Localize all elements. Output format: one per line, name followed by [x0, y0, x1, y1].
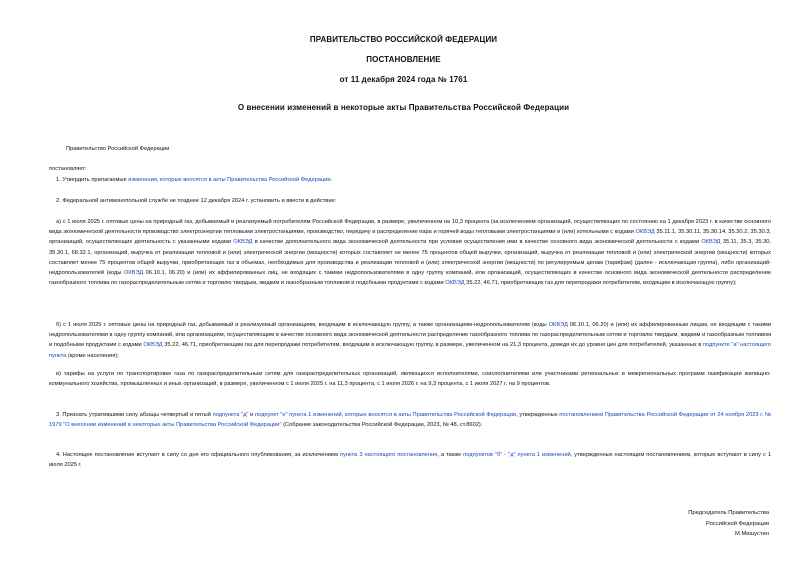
signature-org: Российской Федерации	[705, 520, 769, 527]
paragraph-3-text-4: (Собрание законодательства Российской Федерации, 2023, № 48, ст.8602).	[281, 422, 483, 429]
paragraph-2b-text-2: 06.10.1, 06.20) и (или) их аффилированным лицам, не входящим с такими недропользователями в одну группу компаний, или организациям, осуществляющим в качестве основного вида экономической деятельности распределение газообразного топлива по газораспределительным сетям и торговлю твердым, жидким и газообразным топливом и подобными продуктами с кодами	[49, 322, 771, 349]
paragraph-2b-text-3: 35.22, 46.71, приобретающим газ для перепродажи потребителям, входящим в исключающую группу, в размере, увеличенном на 21,3 процента, доведя их до уровня цен для потребителей, указанных в	[162, 342, 703, 349]
link-resolution-1979[interactable]: постановлением Правительства Российской Федерации от 24 ноября 2023 г. № 1979 "О внесении изменений в некоторые акты Правительства Российской Федерации"	[49, 412, 771, 429]
document-title: О внесении изменений в некоторые акты Правительства Российской Федерации	[237, 103, 570, 112]
paragraph-2b-text-4: (кроме населения);	[66, 352, 119, 359]
paragraph-4-text-2: , а также	[437, 452, 464, 458]
paragraph-4-text-3: , утвержденных настоящим постановлением, которые вступают в силу с 1 июля 2025 г.	[49, 452, 771, 469]
paragraph-2a-text-1: а) с 1 июля 2025 г. оптовые цены на природный газ, добываемый и реализуемый потребителям Российской Федерации, в размере, увеличенном на 10,3 процента (за исключением организаций, осуществляющих по состоянию на 1 декабря 2023 г. в качестве основного вида экономической деятельности производство электроэнергии тепловыми электростанциями, производство, передачу и распределение пара и горячей воды тепловыми электростанциями и (или) котельными с кодами	[49, 219, 771, 236]
paragraph-4	[49, 450, 771, 470]
paragraph-1	[56, 175, 778, 185]
link-okved-4[interactable]: ОКВЭД	[123, 270, 144, 277]
signature-name: М.Мишустин	[735, 531, 769, 537]
link-subparagraph-e[interactable]: подпункт "е" пункта 1 изменений, которые вносятся в акты Правительства Российской Федерации	[254, 412, 517, 418]
paragraph-1-text-b: .	[330, 177, 333, 183]
intro-resolves: постановляет:	[49, 166, 87, 172]
link-okved-7[interactable]: ОКВЭД	[143, 342, 163, 349]
paragraph-2a-text-3: в качестве дополнительного вида экономической деятельности при условии осуществления ими в качестве основного вида экономической деятельности с кодами	[252, 239, 702, 246]
paragraph-2a-text-2: 35.11.1, 35.30.11, 35.30.14, 35.30.2, 35.30.3, организаций, осуществляющих деятельность с указанными кодами	[49, 229, 771, 246]
paragraph-3-text-1: 3. Признать утратившими силу абзацы четвертый и пятый	[56, 412, 213, 418]
paragraph-2a-text-4: 35.11, 35.3, 35.30, 35.30.1, 68.32.1, организаций, выручка от реализации тепловой и (или) электрической энергии (мощности) которых составляет не менее 75 процентов общей выручки, организаций, выручка от реализации тепловой и (или) электрической энергии (мощности) которых составляет менее 75 процентов общей выручки, приобретающих газ в объемах, необходимых для производства и реализации тепловой и (или) электрической энергии (мощности) по регулируемым ценам (тарифам) (далее - исключающая группа), либо организаций-недропользователей (коды	[49, 239, 772, 277]
signature-title: Председатель Правительства	[688, 510, 769, 516]
link-okved-3[interactable]: ОКВЭД	[701, 239, 721, 246]
paragraph-2c: в) тарифы на услуги по транспортировке газа по газораспределительным сетям для газораспределительных организаций, являющихся исполнителями, соисполнителями или участниками региональных и межрегиональных программ газификации жилищно-коммунального хозяйства, промышленных и иных организаций, в размере, увеличенном с 1 июля 2025 г. на 11,3 процента, с 1 июля 2026 г. на 9,3 процента, с 1 июля 2027 г. на 9 процентов.	[49, 371, 771, 388]
paragraph-3	[49, 410, 771, 430]
signature-block	[609, 508, 769, 540]
paragraph-2a	[49, 217, 771, 288]
link-okved-5[interactable]: ОКВЭД	[445, 280, 465, 287]
paragraph-2: 2. Федеральной антимонопольной службе не позднее 12 декабря 2024 г. установить и ввести в действие:	[56, 198, 337, 204]
paragraph-4-text-1: 4. Настоящее постановление вступает в силу со дня его официального опубликования, за исключением	[56, 452, 341, 458]
paragraph-2a-text-5: 06.10.1, 06.20) и (или) их аффилированных лиц, не входящих с такими недропользователями в одну группу компаний, или организаций, осуществляющих в качестве основного вида экономической деятельности распределение газообразного топлива по газораспределительным сетям и торговлю твердым, жидким и газообразным топливом и подобными продуктами с кодами	[49, 270, 771, 287]
intro-line: Правительство Российской Федерации	[66, 146, 170, 152]
link-subparagraphs-b-d[interactable]: подпунктов "б" - "д" пункта 1 изменений	[463, 452, 571, 458]
paragraph-2b-text-1: б) с 1 июля 2025 г. оптовые цены на природный газ, добываемый и реализуемый организациям, входящим в исключающую группу, а также организациям-недропользователям (коды	[56, 322, 549, 328]
link-okved-6[interactable]: ОКВЭД	[548, 322, 568, 328]
paragraph-1-text-a: 1. Утвердить прилагаемые	[56, 177, 129, 183]
paragraph-3-text-2: и	[248, 412, 255, 418]
link-subparagraph-a[interactable]: подпункте "а" настоящего пункта	[49, 342, 771, 359]
paragraph-3-text-3: , утвержденных	[516, 412, 560, 418]
paragraph-2a-text-6: 35.22, 46.71, приобретающих газ для перепродажи потребителям, входящим в исключающую группу);	[464, 280, 737, 287]
government-heading: ПРАВИТЕЛЬСТВО РОССИЙСКОЙ ФЕДЕРАЦИИ	[309, 35, 498, 44]
date-number-heading: от 11 декабря 2024 года № 1761	[339, 75, 468, 84]
link-subparagraph-d[interactable]: подпункта "д"	[212, 412, 249, 418]
paragraph-2b	[49, 320, 771, 361]
document-type-heading: ПОСТАНОВЛЕНИЕ	[366, 55, 441, 64]
link-okved-1[interactable]: ОКВЭД	[635, 229, 655, 236]
link-changes[interactable]: изменения, которые вносятся в акты Правительства Российской Федерации	[128, 177, 331, 183]
link-paragraph-3[interactable]: пункта 3 настоящего постановления	[340, 452, 438, 458]
link-okved-2[interactable]: ОКВЭД	[233, 239, 253, 246]
